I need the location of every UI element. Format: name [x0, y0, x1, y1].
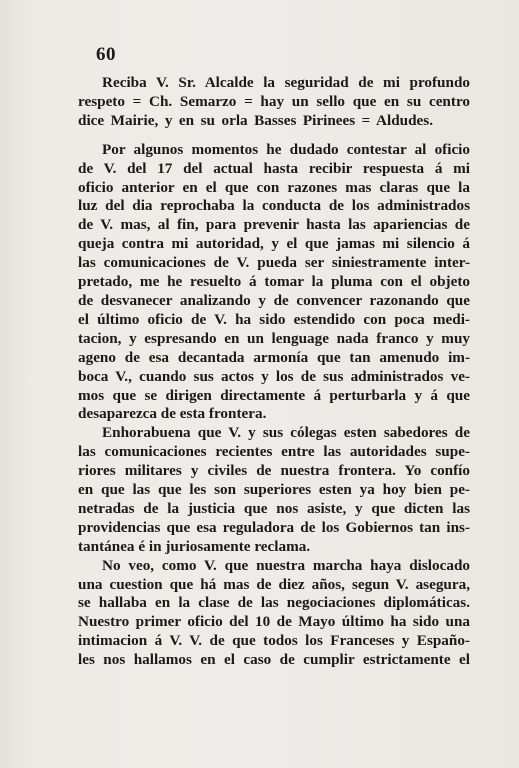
- text-line: de desvanecer analizando y de convencer razonando que: [78, 291, 470, 309]
- text-line: tantánea é in juriosamente reclama.: [78, 537, 311, 555]
- text-line: las comunicaciones recientes entre las autoridades supe-: [78, 443, 470, 461]
- text-line: Reciba V. Sr. Alcalde la seguridad de mi profundo: [102, 74, 470, 91]
- text-line: pretado, me he resuelto á tomar la pluma con el objeto: [78, 273, 470, 291]
- text-line: les nos hallamos en el caso de cumplir estrictamente el: [78, 651, 470, 669]
- text-line: riores militares y civiles de nuestra frontera. Yo confío: [78, 462, 470, 480]
- text-line: en que las que les son superiores esten ya hoy bien pe-: [78, 481, 470, 499]
- text-line: de V. mas, al fin, para prevenir hasta las apariencias de: [78, 216, 470, 234]
- text-line: [78, 131, 470, 141]
- text-line: mos que se dirigen directamente á perturbarla y á que: [78, 386, 470, 404]
- text-line: queja contra mi autoridad, y el que jamas mi silencio á: [78, 235, 470, 253]
- text-line: intimacion á V. V. de que todos los Franceses y Españo-: [78, 632, 470, 650]
- text-line: respeto = Ch. Semarzo = hay un sello que en su centro: [78, 92, 470, 110]
- text-line: Nuestro primer oficio del 10 de Mayo último ha sido una: [78, 613, 470, 631]
- page-number: 60: [96, 44, 116, 65]
- text-line: una cuestion que há mas de diez años, segun V. asegura,: [78, 575, 470, 593]
- text-line: luz del dia reprochaba la conducta de los administrados: [78, 197, 470, 215]
- text-line: ageno de esa decantada armonía que tan amenudo im-: [78, 348, 470, 366]
- text-line: netradas de la justicia que nos asiste, y que dicten las: [78, 499, 470, 517]
- text-line: el último oficio de V. ha sido estendido con poca medi-: [78, 310, 470, 328]
- text-line: de V. del 17 del actual hasta recibir respuesta á mi: [78, 159, 470, 177]
- text-line: providencias que esa reguladora de los Gobiernos tan ins-: [78, 518, 470, 536]
- text-line: No veo, como V. que nuestra marcha haya dislocado: [102, 556, 470, 574]
- text-line: Enhorabuena que V. y sus cólegas esten sabedores de: [102, 424, 470, 442]
- text-line: Por algunos momentos he dudado contestar al oficio: [102, 140, 470, 158]
- text-line: oficio anterior en el que con razones mas claras que la: [78, 178, 470, 196]
- body-text: [78, 74, 470, 670]
- text-line: tacion, y espresando en un lenguage nada franco y muy: [78, 329, 470, 347]
- text-line: dice Mairie, y en su orla Basses Pirinees = Aldudes.: [78, 111, 433, 129]
- text-line: se hallaba en la clase de las negociaciones diplomáticas.: [78, 594, 470, 612]
- text-line: las comunicaciones de V. pueda ser siniestramente inter-: [78, 254, 470, 272]
- text-line: boca V., cuando sus actos y los de sus administrados ve-: [78, 367, 470, 385]
- text-line: desaparezca de esta frontera.: [78, 405, 267, 423]
